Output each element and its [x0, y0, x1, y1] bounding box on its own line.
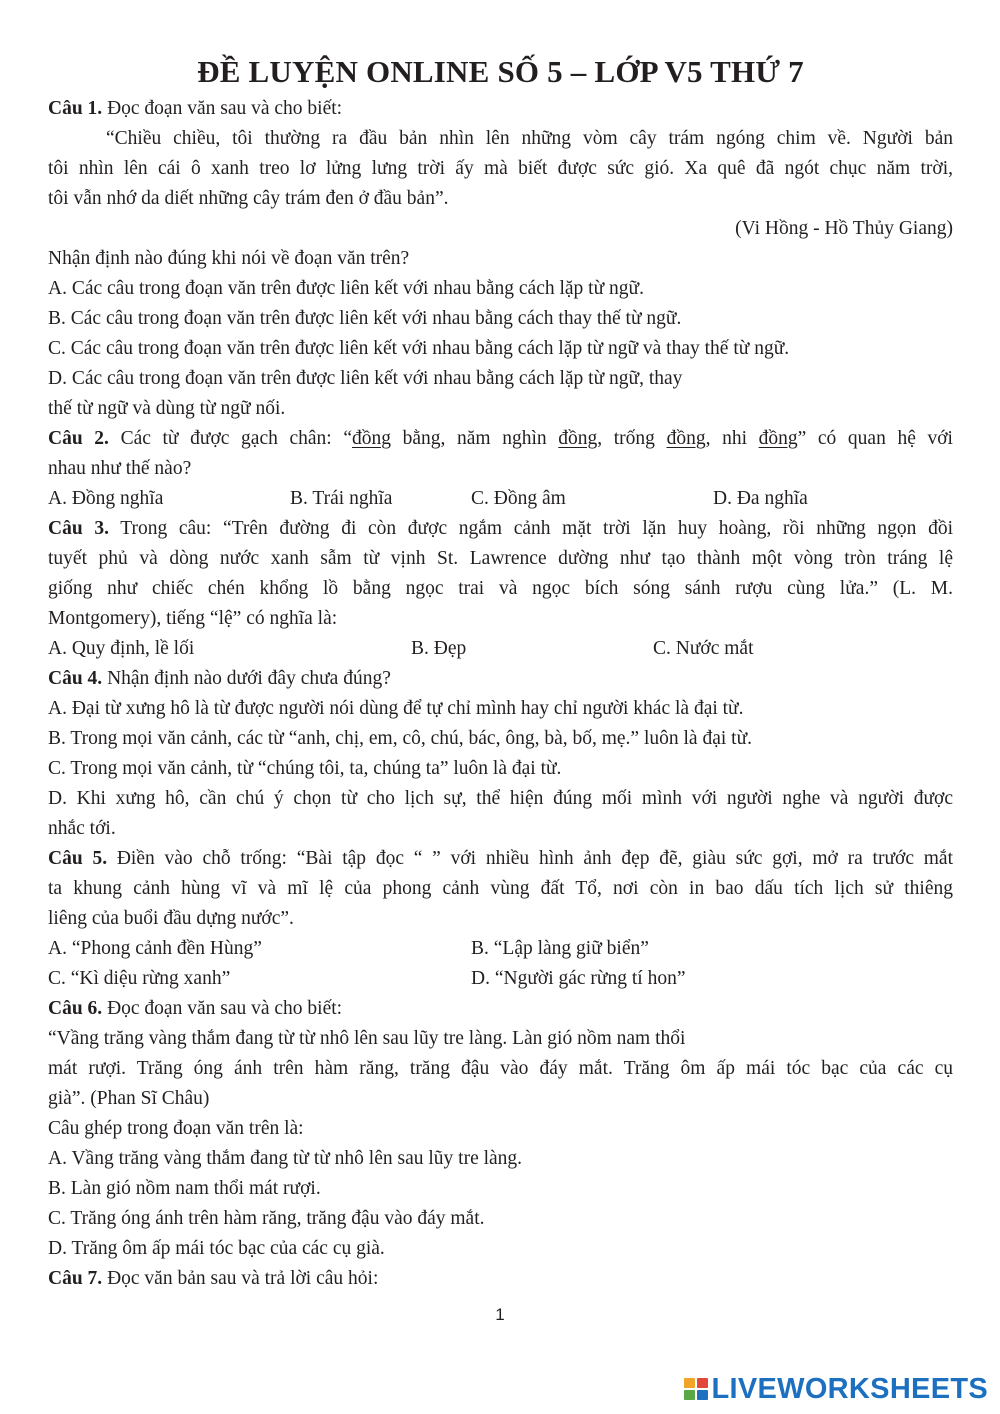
question-4-option-a[interactable]: A. Đại từ xưng hô là từ được người nói dùng để tự chỉ mình hay chỉ người khác là đại từ. — [48, 698, 744, 719]
question-5-options-row-2 — [48, 964, 953, 994]
question-2-text: Các từ được gạch chân: “ — [108, 428, 352, 449]
question-3-text: Trong câu: “Trên đường đi còn được ngắm cảnh mặt trời lặn huy hoàng, rồi những ngọn đồi — [108, 518, 953, 539]
question-5-label: Câu 5. — [48, 848, 108, 869]
question-1-option-d-continued[interactable]: thế từ ngữ và dùng từ ngữ nối. — [48, 398, 286, 419]
brand-name: LIVEWORKSHEETS — [711, 1372, 988, 1405]
question-4-option-c[interactable]: C. Trong mọi văn cảnh, từ “chúng tôi, ta, chúng ta” luôn là đại từ. — [48, 758, 562, 779]
underlined-word: đồng — [666, 428, 706, 449]
question-4-option-d[interactable]: D. Khi xưng hô, cần chú ý chọn từ cho lịch sự, thể hiện đúng mối mình với người nghe và người được — [48, 788, 953, 809]
question-6-label: Câu 6. — [48, 998, 103, 1019]
question-6-passage-line: mát rượi. Trăng óng ánh trên hàm răng, trăng đậu vào đáy mắt. Trăng ôm ấp mái tóc bạc của các cụ — [48, 1058, 953, 1079]
question-6-heading — [48, 994, 953, 1024]
question-3-line: tuyết phủ và dòng nước xanh sẫm từ vịnh St. Lawrence dường như tạo thành một vòng tròn tráng lệ — [48, 548, 953, 569]
question-5-options-row-1 — [48, 934, 953, 964]
question-2-option-b[interactable]: B. Trái nghĩa — [290, 488, 393, 509]
question-6-passage-line: “Vầng trăng vàng thắm đang từ từ nhô lên sau lũy tre làng. Làn gió nồm nam thổi — [48, 1028, 686, 1049]
question-5-line: ta khung cảnh hùng vĩ và mĩ lệ của phong cảnh vùng đất Tổ, nơi còn in bao dấu tích lịch sử thiêng — [48, 878, 953, 899]
liveworksheets-brand — [683, 1372, 989, 1406]
question-5-line: liêng của buổi đầu dựng nước”. — [48, 908, 294, 929]
question-4-option-d-continued[interactable]: nhắc tới. — [48, 818, 116, 839]
question-2-label: Câu 2. — [48, 428, 109, 449]
question-4-label: Câu 4. — [48, 668, 103, 689]
question-5-option-b[interactable]: B. “Lập làng giữ biển” — [471, 938, 649, 959]
question-1-source: (Vi Hồng - Hồ Thủy Giang) — [735, 218, 953, 239]
question-3-option-c[interactable]: C. Nước mắt — [653, 638, 754, 659]
question-7-heading — [48, 1264, 953, 1294]
page-title: ĐỀ LUYỆN ONLINE SỐ 5 – LỚP V5 THỨ 7 — [197, 54, 804, 89]
question-6-question: Câu ghép trong đoạn văn trên là: — [48, 1118, 304, 1139]
question-6-prompt: Đọc đoạn văn sau và cho biết: — [102, 998, 343, 1019]
question-6-option-c[interactable]: C. Trăng óng ánh trên hàm răng, trăng đậu vào đáy mắt. — [48, 1208, 485, 1229]
question-2-option-c[interactable]: C. Đồng âm — [471, 488, 566, 509]
question-5-option-c[interactable]: C. “Kì diệu rừng xanh” — [48, 968, 231, 989]
question-5-option-d[interactable]: D. “Người gác rừng tí hon” — [471, 968, 686, 989]
question-4-option-b[interactable]: B. Trong mọi văn cảnh, các từ “anh, chị, em, cô, chú, bác, ông, bà, bố, mẹ.” luôn là đại từ. — [48, 728, 753, 749]
question-1-prompt: Đọc đoạn văn sau và cho biết: — [102, 98, 343, 119]
question-1-passage-line: tôi vẫn nhớ da diết những cây trám đen ở đầu bản”. — [48, 188, 449, 209]
question-3-heading — [48, 514, 953, 544]
question-3-line: Montgomery), tiếng “lệ” có nghĩa là: — [48, 608, 338, 629]
question-1-option-c[interactable]: C. Các câu trong đoạn văn trên được liên kết với nhau bằng cách lặp từ ngữ và thay thế từ ngữ. — [48, 338, 790, 359]
question-5-option-a[interactable]: A. “Phong cảnh đền Hùng” — [48, 938, 262, 959]
question-3-option-b[interactable]: B. Đẹp — [411, 638, 467, 659]
question-1-heading — [48, 94, 953, 124]
question-2-options — [48, 484, 953, 514]
underlined-word: đồng — [558, 428, 598, 449]
question-4-prompt: Nhận định nào dưới đây chưa đúng? — [102, 668, 391, 689]
worksheet-page — [48, 0, 953, 1294]
question-2-continued: nhau như thế nào? — [48, 458, 192, 479]
question-7-prompt: Đọc văn bản sau và trả lời câu hỏi: — [102, 1268, 379, 1289]
question-6-option-b[interactable]: B. Làn gió nồm nam thổi mát rượi. — [48, 1178, 321, 1199]
question-3-option-a[interactable]: A. Quy định, lề lối — [48, 638, 195, 659]
question-1-option-a[interactable]: A. Các câu trong đoạn văn trên được liên kết với nhau bằng cách lặp từ ngữ. — [48, 278, 644, 299]
question-2-text: , trống — [597, 428, 667, 449]
question-2-text: ” có quan hệ với — [797, 428, 953, 449]
question-1-option-d[interactable]: D. Các câu trong đoạn văn trên được liên kết với nhau bằng cách lặp từ ngữ, thay — [48, 368, 683, 389]
question-5-text: Điền vào chỗ trống: “Bài tập đọc “ ” với nhiều hình ảnh đẹp đẽ, giàu sức gợi, mở ra trước mắt — [107, 848, 953, 869]
question-2-text: bằng, năm nghìn — [390, 428, 559, 449]
question-2-text: , nhi — [705, 428, 759, 449]
question-1-label: Câu 1. — [48, 98, 103, 119]
question-1-passage-line: “Chiều chiều, tôi thường ra đầu bản nhìn lên những vòm cây trám ngóng chim về. Người bản — [106, 128, 953, 149]
question-2-option-a[interactable]: A. Đồng nghĩa — [48, 488, 164, 509]
question-1-passage-line: tôi nhìn lên cái ô xanh treo lơ lửng lưng trời ấy mà biết được sức gió. Xa quê đã ngót chục năm trời, — [48, 158, 953, 179]
liveworksheets-logo-icon — [683, 1376, 709, 1402]
question-3-label: Câu 3. — [48, 518, 109, 539]
question-5-heading — [48, 844, 953, 874]
question-6-option-a[interactable]: A. Vầng trăng vàng thắm đang từ từ nhô lên sau lũy tre làng. — [48, 1148, 523, 1169]
underlined-word: đồng — [758, 428, 798, 449]
question-3-options — [48, 634, 953, 664]
page-number: 1 — [495, 1305, 505, 1324]
question-1-option-b[interactable]: B. Các câu trong đoạn văn trên được liên kết với nhau bằng cách thay thế từ ngữ. — [48, 308, 682, 329]
question-3-line: giống như chiếc chén khổng lồ bằng ngọc trai và ngọc bích sóng sánh rượu cùng lửa.” (L. M. — [48, 578, 953, 599]
question-2-option-d[interactable]: D. Đa nghĩa — [713, 488, 808, 509]
question-6-passage-line: già”. (Phan Sĩ Châu) — [48, 1088, 210, 1109]
question-6-option-d[interactable]: D. Trăng ôm ấp mái tóc bạc của các cụ già. — [48, 1238, 385, 1259]
underlined-word: đồng — [351, 428, 391, 449]
question-1-question: Nhận định nào đúng khi nói về đoạn văn trên? — [48, 248, 410, 269]
question-4-heading — [48, 664, 953, 694]
question-2-heading — [48, 424, 953, 454]
question-7-label: Câu 7. — [48, 1268, 103, 1289]
